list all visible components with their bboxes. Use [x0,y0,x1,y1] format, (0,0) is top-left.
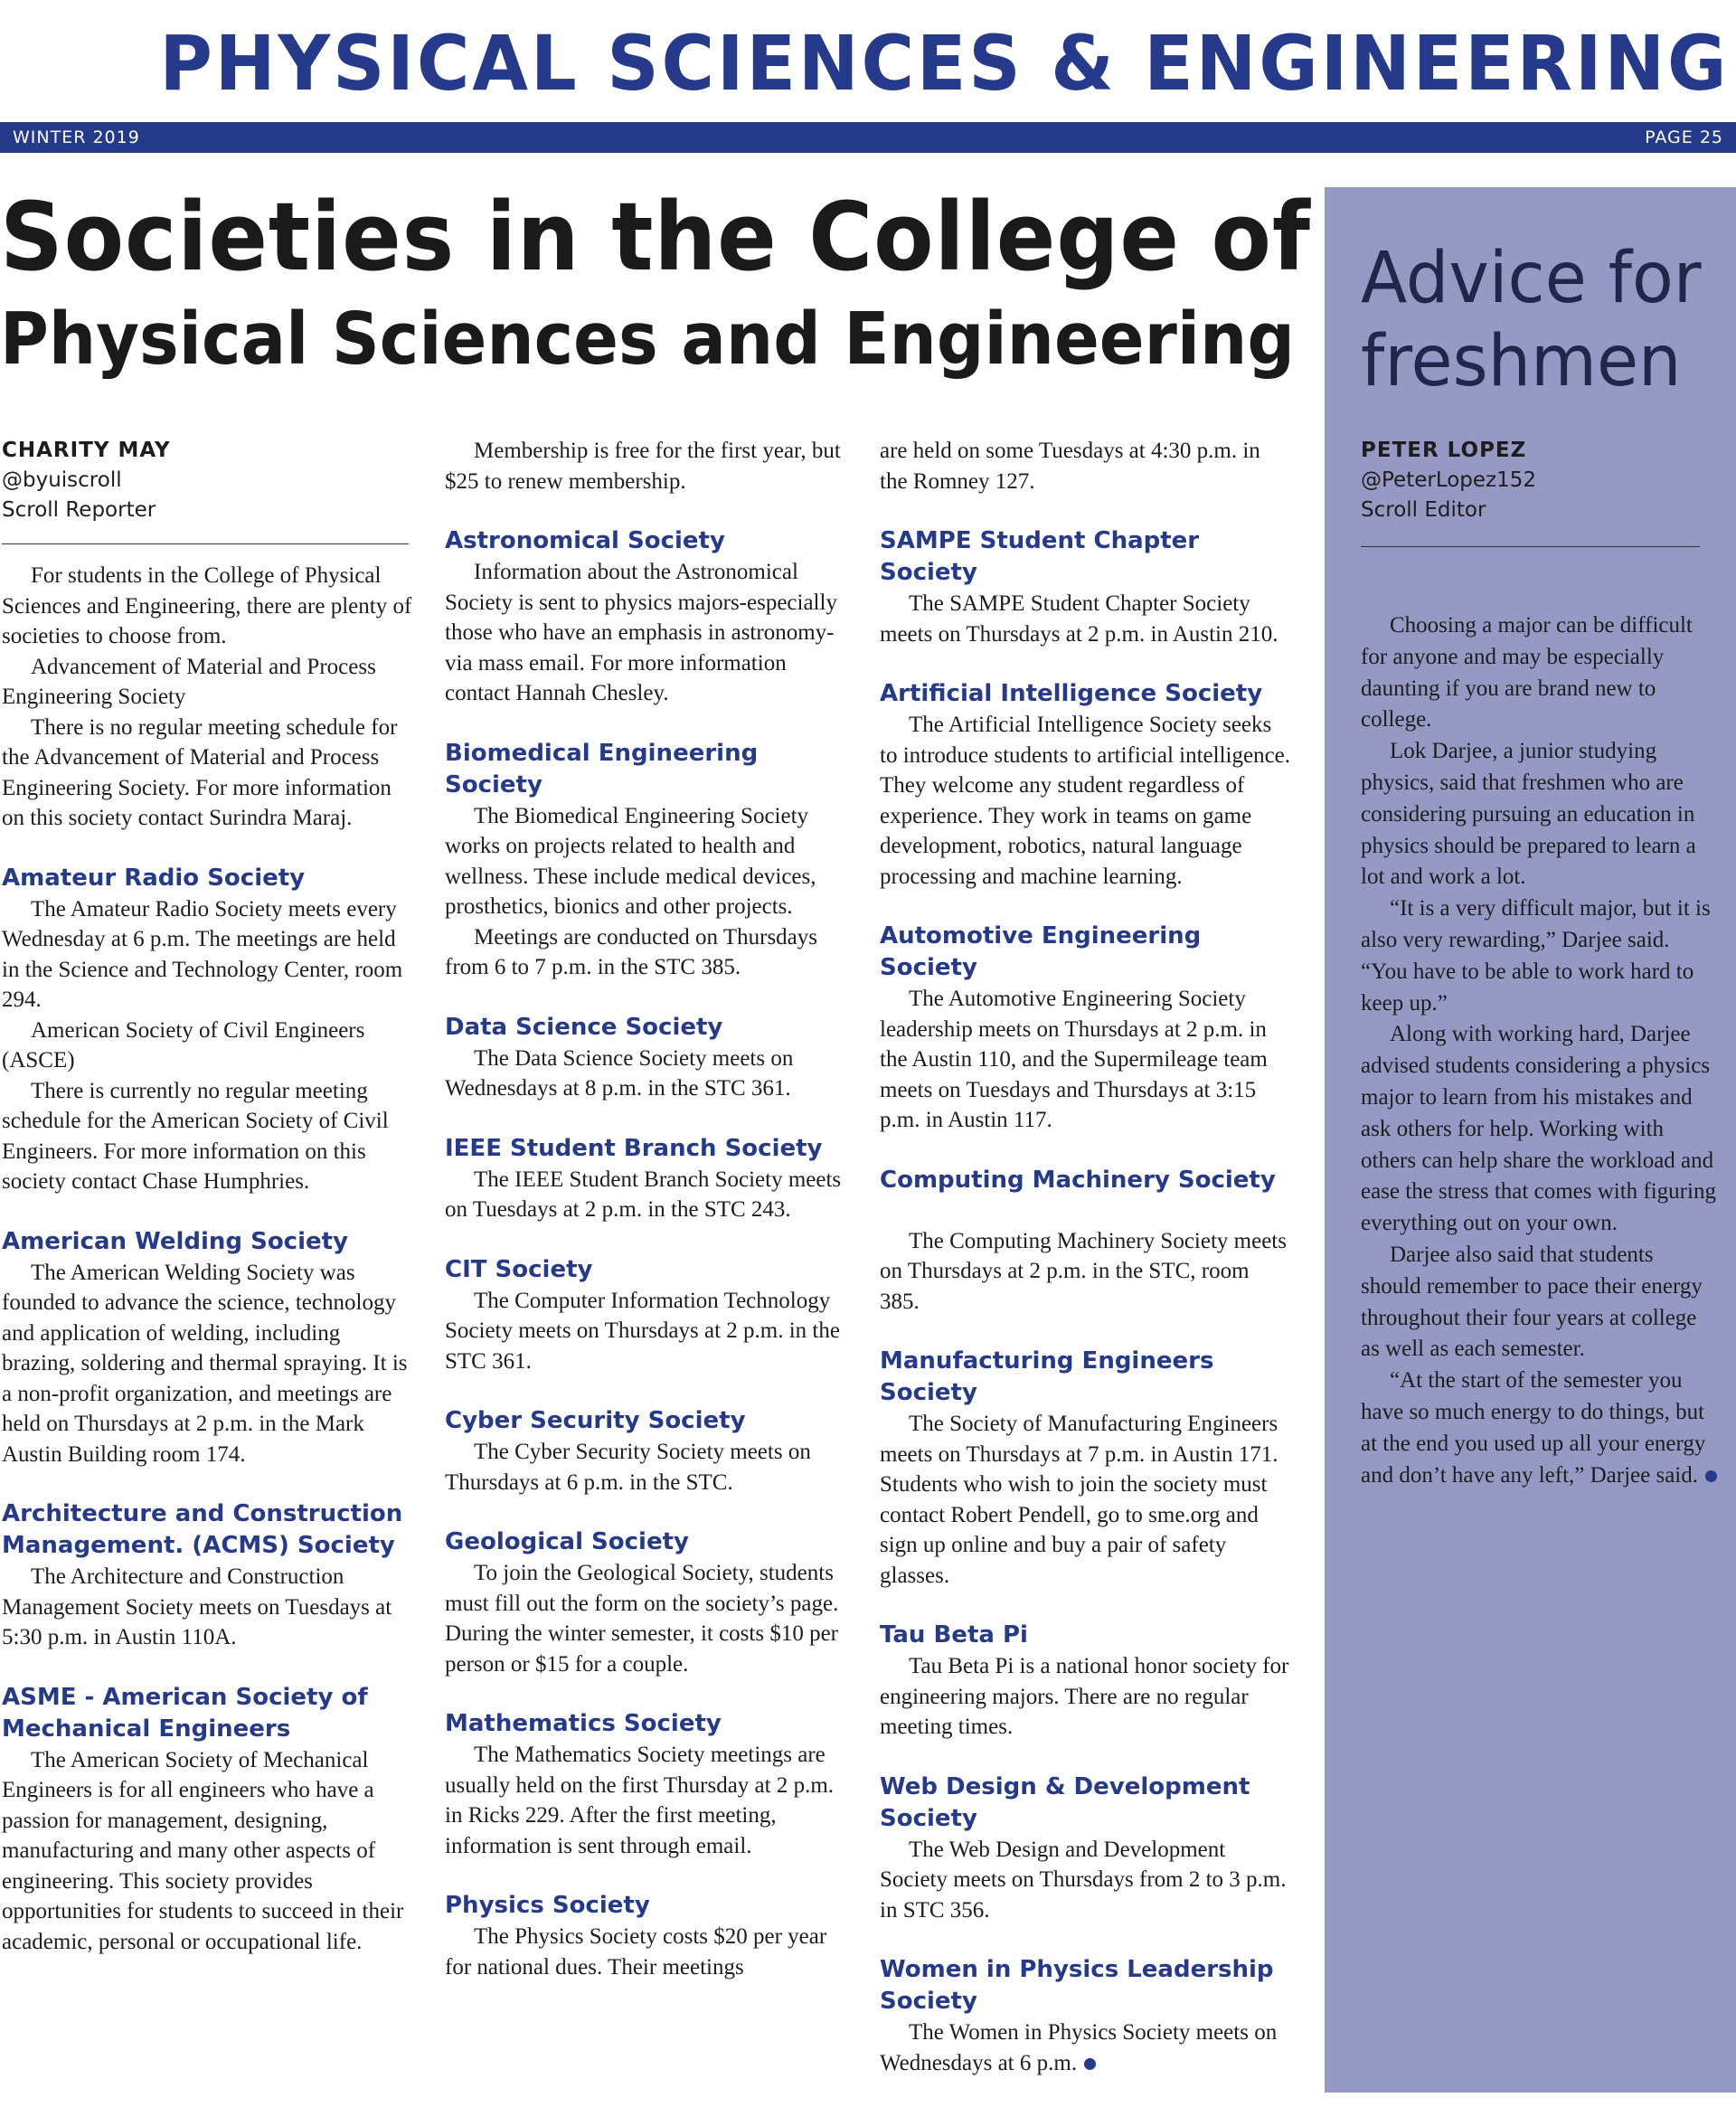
intro-paragraph: Advancement of Material and Process Engineering Society [2,654,376,709]
author-handle: @byuiscroll [2,468,122,492]
society-paragraph: The American Society of Mechanical Engineers is for all engineers who have a passion for management, designing, manufacturing and many other aspects of engineering. This society provides opportunities for students to succeed in their academic, personal or occupational life. [2,1747,404,1954]
society-section [445,525,856,709]
society-paragraph: The Computer Information Technology Society meets on Thursdays at 2 p.m. in the STC 361. [445,1288,840,1374]
section-title: PHYSICAL SCIENCES & ENGINEERING [159,19,1729,108]
sidebar-paragraph: Along with working hard, Darjee advised students considering a physics major to learn from his mistakes and ask others for help. Working with others can help share the workload and ease the stress that comes with figuring everything out on your own. [1361,1022,1716,1236]
society-section [445,738,856,983]
article-column-1 [2,436,413,1986]
society-paragraph: The Mathematics Society meetings are usually held on the first Thursday at 2 p.m. in Ricks 229. After the first meeting, information is sent through email. [445,1743,835,1858]
society-heading: Automotive Engineering Society [880,922,1202,981]
society-paragraph-text: The Women in Physics Society meets on Wednesdays at 6 p.m. [880,2020,1278,2075]
sidebar-author-role: Scroll Editor [1361,498,1486,522]
society-paragraph: Information about the Astronomical Society is sent to physics majors-especially those who have an emphasis in astronomy-via mass email. For more information contact Hannah Chesley. [445,560,837,705]
sidebar-paragraph: Darjee also said that students should remember to pace their energy throughout their four years at college as well as each semester. [1361,1242,1703,1362]
society-section [2,1682,413,1958]
header-band [0,122,1736,153]
sidebar-author-handle: @PeterLopez152 [1361,468,1537,492]
intro-block [2,561,413,834]
society-heading: Architecture and Construction Management. (ACMS) Society [2,1500,403,1559]
continued-text [880,436,1291,496]
end-dot-icon [1084,2058,1096,2070]
society-section [880,1620,1291,1743]
continued-paragraph: are held on some Tuesdays at 4:30 p.m. in the Romney 127. [880,439,1260,494]
society-paragraph: The American Welding Society was founded to advance the science, technology and application of welding, including brazing, soldering and thermal spraying. It is a non-profit organization, and meetings are held on Thursdays at 2 p.m. in the Mark Austin Building room 174. [2,1260,408,1467]
issue-label: WINTER 2019 [13,128,140,147]
sidebar-paragraph: Choosing a major can be difficult for anyone and may be especially daunting if you are brand new to college. [1361,613,1693,732]
society-paragraph: The SAMPE Student Chapter Society meets on Thursdays at 2 p.m. in Austin 210. [880,591,1278,647]
sidebar-body [1361,610,1718,1491]
sidebar-divider [1361,546,1700,547]
society-paragraph: Tau Beta Pi is a national honor society for engineering majors. There are no regular meeting times. [880,1654,1289,1739]
sidebar-byline [1361,436,1536,525]
article-column-3 [880,436,1291,2107]
society-section [880,1772,1291,1926]
society-heading: Cyber Security Society [445,1407,746,1434]
society-section [445,1708,856,1861]
author-name: CHARITY MAY [2,439,171,462]
end-dot-icon [1705,1470,1717,1482]
society-heading: Tau Beta Pi [880,1621,1028,1649]
society-paragraph: The Web Design and Development Society meets on Thursdays from 2 to 3 p.m. in STC 356. [880,1837,1287,1923]
society-heading: Biomedical Engineering Society [445,739,759,798]
society-section [880,1954,1291,2078]
society-paragraph: The Data Science Society meets on Wednesdays at 8 p.m. in the STC 361. [445,1045,794,1101]
society-section [445,1405,856,1498]
society-heading: SAMPE Student Chapter Society [880,527,1200,586]
society-paragraph [880,2017,1291,2078]
sidebar-title [1361,237,1702,403]
article-column-2 [445,436,856,2011]
society-heading: IEEE Student Branch Society [445,1134,823,1162]
society-heading: American Welding Society [2,1227,349,1255]
sidebar-title-line-2: freshmen [1361,321,1682,402]
headline-line-2: Physical Sciences and Engineering [0,298,1295,381]
society-heading: Astronomical Society [445,527,725,554]
society-section [880,921,1291,1136]
sidebar-paragraph: Lok Darjee, a junior studying physics, said that freshmen who are considering pursuing an education in physics should be prepared to learn a lot and work a lot. [1361,739,1696,890]
society-section [445,1012,856,1104]
sidebar-paragraph: “It is a very difficult major, but it is also very rewarding,” Darjee said. “You have to be able to work hard to keep up.” [1361,896,1711,1016]
society-heading: Women in Physics Leadership Society [880,1956,1274,2015]
society-paragraph: The Cyber Security Society meets on Thursdays at 6 p.m. in the STC. [445,1440,811,1495]
society-heading: Computing Machinery Society [880,1166,1276,1194]
byline [2,436,413,525]
society-section [880,1346,1291,1591]
sidebar-paragraph-text: “At the start of the semester you have so much energy to do things, but at the end you used up all your energy and don’t have any left,” Darjee said. [1361,1368,1706,1488]
society-heading: Manufacturing Engineers Society [880,1347,1214,1406]
society-paragraph: American Society of Civil Engineers (ASCE) [2,1017,365,1072]
sidebar-title-line-1: Advice for [1361,238,1702,319]
society-paragraph: The Amateur Radio Society meets every Wednesday at 6 p.m. The meetings are held in the Science and Technology Center, room 294. [2,896,403,1012]
society-section [445,1133,856,1225]
society-paragraph: The Automotive Engineering Society leadership meets on Thursdays at 2 p.m. in the Austin 110, and the Supermileage team meets on Tuesdays and Thursdays at 3:15 p.m. in Austin 117. [880,987,1268,1132]
society-paragraph: The IEEE Student Branch Society meets on Tuesdays at 2 p.m. in the STC 243. [445,1167,842,1222]
page-number: PAGE 25 [1645,128,1723,147]
society-section [880,1165,1291,1318]
author-role: Scroll Reporter [2,498,156,522]
society-section [445,1526,856,1679]
society-paragraph: Meetings are conducted on Thursdays from 6 to 7 p.m. in the STC 385. [445,924,817,979]
intro-paragraph: For students in the College of Physical Sciences and Engineering, there are plenty of societies to choose from. [2,563,412,648]
society-paragraph: The Artificial Intelligence Society seeks to introduce students to artificial intelligence. They welcome any student regardless of experience. They work in teams on game development, robotics, natural language processing and machine learning. [880,713,1291,889]
society-heading: Amateur Radio Society [2,864,306,892]
continued-paragraph: Membership is free for the first year, but $25 to renew membership. [445,439,841,494]
society-paragraph: The Biomedical Engineering Society works on projects related to health and wellness. These include medical devices, prosthetics, bionics and other projects. [445,803,816,919]
society-section [880,525,1291,649]
society-paragraph: The Architecture and Construction Management Society meets on Tuesdays at 5:30 p.m. in Austin 110A. [2,1564,392,1649]
society-heading: Artificial Intelligence Society [880,680,1263,707]
society-paragraph: There is currently no regular meeting schedule for the American Society of Civil Engineers. For more information on this society contact Chase Humphries. [2,1078,389,1194]
sidebar-author-name: PETER LOPEZ [1361,439,1527,462]
sidebar-advice [1325,187,1736,2093]
society-section [445,1890,856,1982]
article-headline [0,181,1311,384]
byline-divider [2,543,409,544]
society-paragraph: The Physics Society costs $20 per year for national dues. Their meetings [445,1924,827,1979]
society-heading: Geological Society [445,1528,689,1555]
society-section [2,1226,413,1470]
continued-text [445,436,856,496]
society-section [2,863,413,1197]
society-section [2,1498,413,1653]
society-paragraph: To join the Geological Society, students must fill out the form on the society’s page. During the winter semester, it costs $10 per person or $15 for a couple. [445,1561,839,1677]
society-section [445,1254,856,1377]
society-heading: Physics Society [445,1892,650,1919]
society-section [880,678,1291,892]
society-heading: Data Science Society [445,1013,723,1041]
society-heading: ASME - American Society of Mechanical Engineers [2,1683,368,1743]
society-heading: CIT Society [445,1255,593,1283]
society-heading: Web Design & Development Society [880,1772,1250,1832]
society-heading: Mathematics Society [445,1710,722,1737]
sidebar-paragraph [1361,1365,1718,1491]
headline-line-1: Societies in the College of [0,182,1311,292]
society-paragraph: The Computing Machinery Society meets on Thursdays at 2 p.m. in the STC, room 385. [880,1228,1287,1314]
society-paragraph: The Society of Manufacturing Engineers meets on Thursdays at 7 p.m. in Austin 171. Students who wish to join the society must contact Robert Pendell, go to sme.org and sign up online and buy a pair of safety glasses. [880,1412,1278,1588]
intro-paragraph: There is no regular meeting schedule for the Advancement of Material and Process Engineering Society. For more information on this society contact Surindra Maraj. [2,714,398,830]
